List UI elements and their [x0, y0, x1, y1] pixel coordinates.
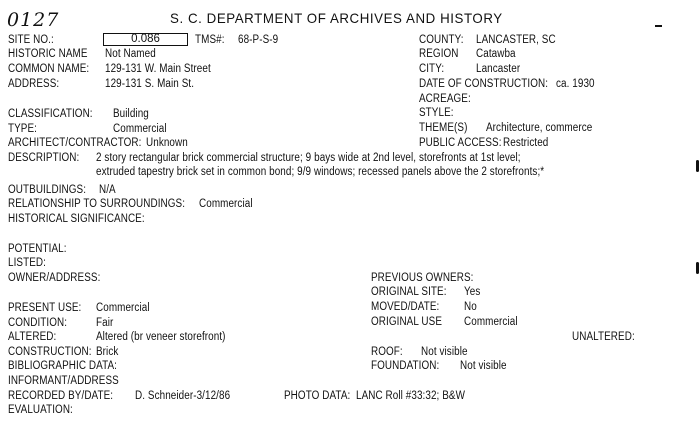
site-no-label: SITE NO.: [8, 34, 54, 46]
informant-label: INFORMANT/ADDRESS [8, 375, 119, 387]
classification-value: Building [113, 108, 149, 120]
foundation-value: Not visible [460, 360, 507, 372]
foundation-label: FOUNDATION: [371, 360, 440, 372]
classification-label: CLASSIFICATION: [8, 108, 93, 120]
public-access-label: PUBLIC ACCESS: [419, 137, 502, 149]
historical-significance-label: HISTORICAL SIGNIFICANCE: [8, 213, 145, 225]
present-use-label: PRESENT USE: [8, 302, 82, 314]
historic-name-label: HISTORIC NAME [8, 48, 88, 60]
architect-value: Unknown [146, 137, 188, 149]
condition-value: Fair [96, 317, 114, 329]
bibliographic-label: BIBLIOGRAPHIC DATA: [8, 360, 117, 372]
address-value: 129-131 S. Main St. [105, 78, 195, 90]
photo-data-label: PHOTO DATA: [284, 390, 351, 402]
description-line-2: extruded tapestry brick set in common bond; 9/9 windows; recessed panels above the 2 storefronts;* [96, 166, 545, 178]
tms-value: 68-P-S-9 [238, 34, 279, 46]
evaluation-label: EVALUATION: [8, 404, 73, 416]
style-label: STYLE: [419, 107, 454, 119]
public-access-value: Restricted [503, 137, 549, 149]
recorded-by-value: D. Schneider-3/12/86 [135, 390, 231, 402]
scan-mark-right-2 [696, 262, 699, 274]
page-title: S. C. DEPARTMENT OF ARCHIVES AND HISTORY [170, 10, 503, 26]
themes-value: Architecture, commerce [486, 122, 593, 134]
original-site-value: Yes [464, 286, 481, 298]
roof-label: ROOF: [371, 346, 403, 358]
acreage-label: ACREAGE: [419, 93, 471, 105]
condition-label: CONDITION: [8, 317, 68, 329]
date-of-construction-value: ca. 1930 [556, 78, 595, 90]
scan-mark-top [655, 25, 662, 27]
previous-owners-label: PREVIOUS OWNERS: [371, 272, 474, 284]
altered-value: Altered (br veneer storefront) [96, 331, 226, 343]
architect-label: ARCHITECT/CONTRACTOR: [8, 137, 142, 149]
unaltered-label: UNALTERED: [572, 331, 635, 343]
form-number: 0127 [7, 9, 60, 31]
roof-value: Not visible [421, 346, 468, 358]
county-label: COUNTY: [419, 34, 464, 46]
site-no-value: 0.086 [103, 33, 188, 46]
date-of-construction-label: DATE OF CONSTRUCTION: [419, 78, 549, 90]
common-name-value: 129-131 W. Main Street [105, 63, 211, 75]
relationship-label: RELATIONSHIP TO SURROUNDINGS: [8, 198, 186, 210]
type-label: TYPE: [8, 123, 38, 135]
scan-mark-right-1 [696, 160, 699, 172]
moved-date-label: MOVED/DATE: [371, 301, 440, 313]
county-value: LANCASTER, SC [476, 34, 556, 46]
tms-label: TMS#: [195, 34, 225, 46]
altered-label: ALTERED: [8, 331, 57, 343]
description-line-1: 2 story rectangular brick commercial structure; 9 bays wide at 2nd level, storefronts at 1st level; [96, 152, 521, 164]
listed-label: LISTED: [8, 257, 46, 269]
description-label: DESCRIPTION: [8, 152, 80, 164]
original-use-label: ORIGINAL USE [371, 316, 443, 328]
moved-date-value: No [464, 301, 477, 313]
common-name-label: COMMON NAME: [8, 63, 90, 75]
themes-label: THEME(S) [419, 122, 468, 134]
region-label: REGION [419, 48, 459, 60]
historic-name-value: Not Named [105, 48, 156, 60]
recorded-by-label: RECORDED BY/DATE: [8, 390, 114, 402]
outbuildings-label: OUTBUILDINGS: [8, 184, 87, 196]
construction-label: CONSTRUCTION: [8, 346, 92, 358]
potential-label: POTENTIAL: [8, 243, 67, 255]
photo-data-value: LANC Roll #33:32; B&W [356, 390, 466, 402]
outbuildings-value: N/A [99, 184, 116, 196]
construction-value: Brick [96, 346, 119, 358]
address-label: ADDRESS: [8, 78, 60, 90]
owner-address-label: OWNER/ADDRESS: [8, 272, 101, 284]
original-use-value: Commercial [464, 316, 518, 328]
city-label: CITY: [419, 63, 445, 75]
original-site-label: ORIGINAL SITE: [371, 286, 447, 298]
city-value: Lancaster [476, 63, 521, 75]
region-value: Catawba [476, 48, 516, 60]
type-value: Commercial [113, 123, 167, 135]
relationship-value: Commercial [199, 198, 253, 210]
present-use-value: Commercial [96, 302, 150, 314]
